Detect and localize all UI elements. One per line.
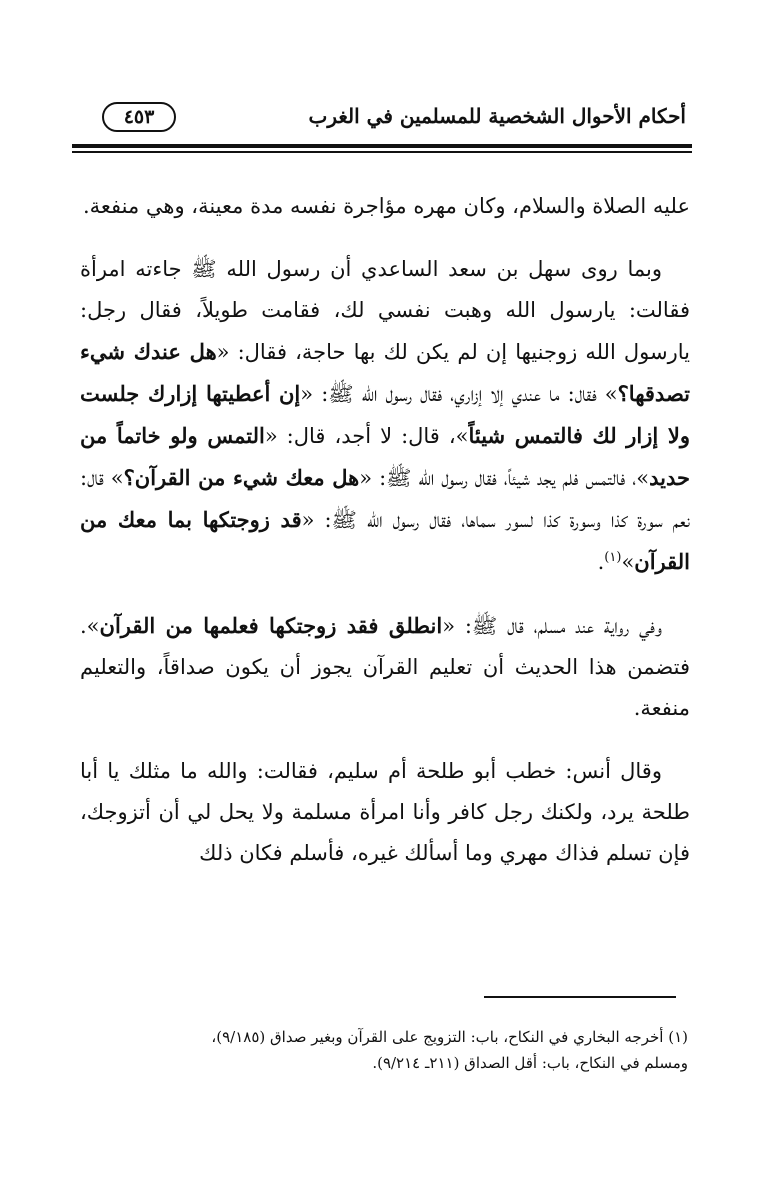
hadith-quote: هل معك شيء من القرآن؟: [123, 465, 360, 490]
footnotes: [86, 1024, 688, 1076]
text-run: وفي رواية عند مسلم، قال ﷺ: «: [442, 614, 662, 638]
text-run: .: [597, 550, 605, 574]
footnote-line: [86, 1024, 688, 1050]
body-text: [80, 186, 690, 896]
hadith-quote: إن أعطيتها إزارك جلست ولا إزار لك فالتمس شيئاً: [80, 381, 690, 448]
footnote-text: ومسلم في النكاح، باب: أقل الصداق (٢١١ـ ٩/٢١٤).: [372, 1054, 688, 1072]
hadith-quote: هل عندك شيء تصدقها؟: [80, 339, 690, 406]
header-rule-thin: [72, 151, 692, 153]
text-run: ». فتضمن هذا الحديث أن تعليم القرآن يجوز أن يكون صداقاً، والتعليم منفعة.: [80, 614, 690, 720]
footnote-ref: (١): [604, 550, 622, 565]
footnote-marker: (١): [668, 1028, 688, 1046]
header-rule-thick: [72, 144, 692, 148]
paragraph-1: عليه الصلاة والسلام، وكان مهره مؤاجرة نفسه مدة معينة، وهي منفعة.: [82, 194, 690, 218]
footnote-text: أخرجه البخاري في النكاح، باب: التزويج على القرآن وبغير صداق (٩/١٨٥)،: [211, 1028, 664, 1046]
text-run: » قال: نعم سورة كذا وسورة كذا لسور سماها، فقال رسول الله ﷺ: «: [80, 466, 690, 532]
text-run: »، قال: لا أجد، قال: «: [264, 424, 469, 448]
text-run: »: [621, 550, 635, 574]
hadith-quote: التمس ولو خاتماً من حديد: [80, 423, 690, 490]
hadith-quote: انطلق فقد زوجتكها فعلمها من القرآن: [99, 613, 443, 638]
running-title: أحكام الأحوال الشخصية للمسلمين في الغرب: [308, 104, 686, 128]
paragraph-3: [80, 605, 690, 729]
page-header: [74, 96, 686, 140]
footnote-rule: [484, 996, 676, 998]
text-run: وبما روى سهل بن سعد الساعدي أن رسول الله ﷺ جاءته امرأة فقالت: يارسول الله وهبت نفسي لك، فقامت طويلاً، فقال رجل: يارسول الله زوجنيها إن لم يكن لك بها حاجة، فقال: «: [80, 257, 690, 364]
paragraph-4: وقال أنس: خطب أبو طلحة أم سليم، فقالت: والله ما مثلك يا أبا طلحة يرد، ولكنك رجل كافر وأنا امرأة مسلمة ولا يحل لي أن أتزوجك، فإن تسلم فذاك مهري وما أسألك غيره، فأسلم فكان ذلك: [80, 759, 690, 865]
paragraph-2: [80, 249, 690, 583]
footnote-line: [86, 1050, 688, 1076]
page-number: ٤٥٣: [102, 102, 176, 132]
text-run: » فقال: ما عندي إلا إزاري، فقال رسول الله ﷺ: «: [300, 382, 618, 406]
hadith-quote: قد زوجتكها بما معك من القرآن: [80, 507, 690, 574]
text-run: »، فالتمس فلم يجد شيئاً، فقال رسول الله ﷺ: «: [359, 466, 650, 490]
